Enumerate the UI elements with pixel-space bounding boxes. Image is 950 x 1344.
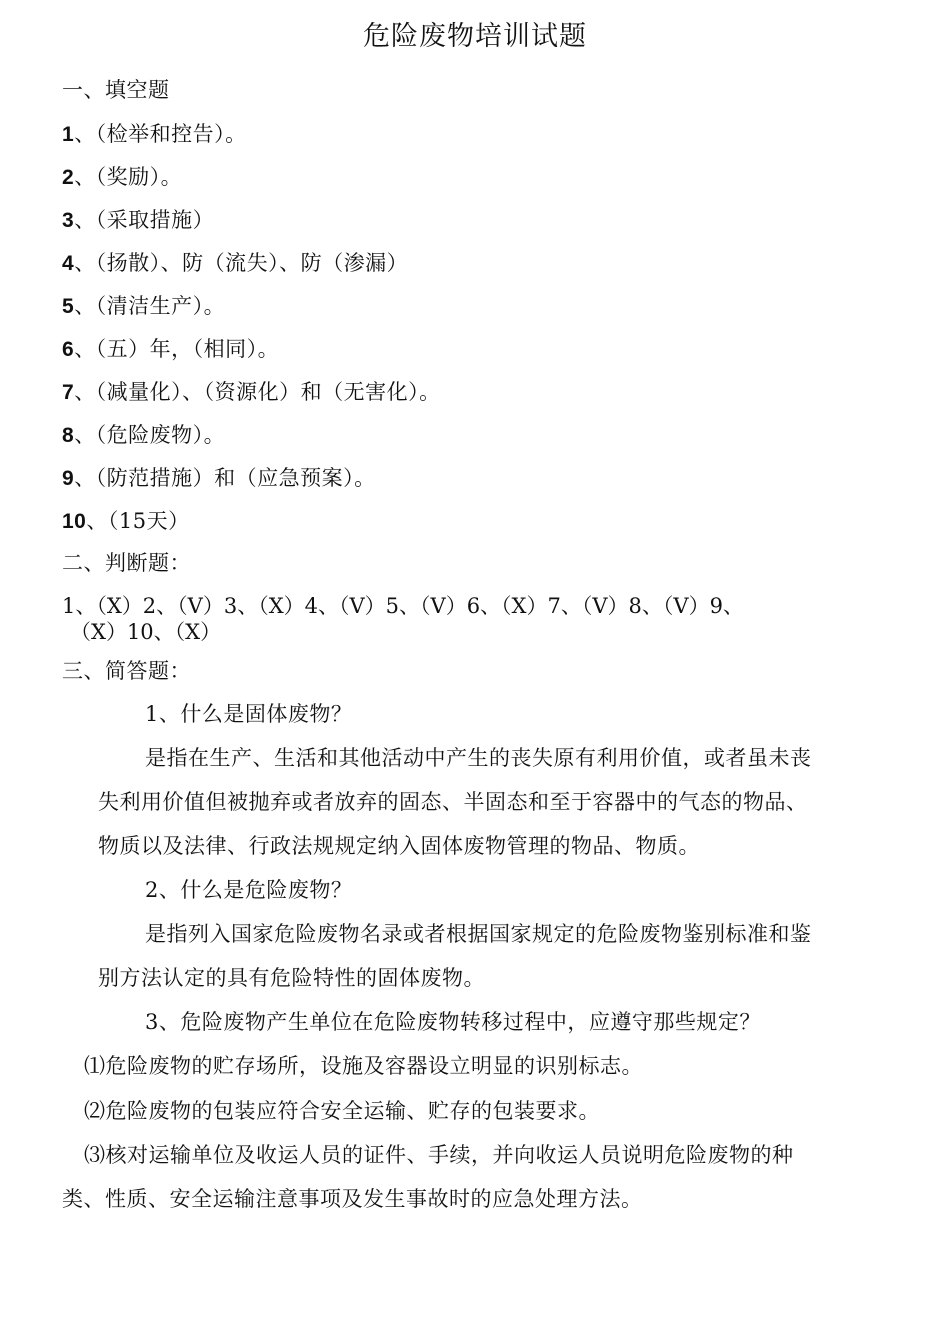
true-false-answers-line-2: （X）10、（X） (70, 620, 222, 644)
answer-3-point-1: ⑴危险废物的贮存场所，设施及容器设立明显的识别标志。 (84, 1054, 643, 1078)
true-false-answers-line-1: 1、（X）2、（V）3、（X）4、（V）5、（V）6、（X）7、（V）8、（V）9、 (62, 594, 744, 618)
fill-answer-9 (62, 462, 376, 492)
question-2: 2、什么是危险废物？ (145, 878, 353, 902)
answer-1-line-2: 失利用价值但被抛弃或者放弃的固态、半固态和至于容器中的气态的物品、 (98, 790, 808, 814)
question-1: 1、什么是固体废物？ (145, 702, 353, 726)
item-number: 5 (62, 295, 75, 318)
document-title: 危险废物培训试题 (363, 21, 587, 52)
fill-answer-4 (62, 247, 408, 277)
answer-2-line-1: 是指列入国家危险废物名录或者根据国家规定的危险废物鉴别标准和鉴 (145, 922, 812, 946)
answer-3-point-2: ⑵危险废物的包装应符合安全运输、贮存的包装要求。 (84, 1099, 600, 1123)
item-text: 、（检举和控告）。 (74, 122, 247, 146)
item-text: 、（危险废物）。 (74, 423, 226, 447)
item-number: 6 (62, 338, 75, 361)
fill-answer-7 (62, 376, 441, 406)
item-text: 、（15天） (86, 509, 190, 533)
section-heading-fill-in: 一、填空题 (62, 78, 170, 102)
fill-answer-10 (62, 505, 190, 535)
item-number: 8 (62, 424, 75, 447)
item-number: 3 (62, 209, 75, 232)
item-text: 、（减量化）、（资源化）和（无害化）。 (74, 380, 441, 404)
item-text: 、（扬散）、防（流失）、防（渗漏） (74, 251, 409, 275)
item-text: 、（清洁生产）。 (74, 294, 226, 318)
item-text: 、（防范措施）和（应急预案）。 (74, 466, 376, 490)
item-number: 1 (62, 123, 75, 146)
fill-answer-8 (62, 419, 225, 449)
section-heading-short-answer: 三、简答题： (62, 659, 191, 683)
answer-3-point-3-line-2: 类、性质、安全运输注意事项及发生事故时的应急处理方法。 (62, 1187, 643, 1211)
item-number: 7 (62, 381, 75, 404)
fill-answer-2 (62, 161, 182, 191)
item-number: 4 (62, 252, 75, 275)
question-3: 3、危险废物产生单位在危险废物转移过程中，应遵守那些规定？ (145, 1010, 761, 1034)
item-number: 9 (62, 467, 75, 490)
answer-1-line-3: 物质以及法律、行政法规规定纳入固体废物管理的物品、物质。 (98, 834, 700, 858)
item-text: 、（奖励）。 (74, 165, 183, 189)
item-number: 2 (62, 166, 75, 189)
answer-2-line-2: 别方法认定的具有危险特性的固体废物。 (98, 966, 485, 990)
item-number: 10 (62, 510, 87, 533)
answer-3-point-3-line-1: ⑶核对运输单位及收运人员的证件、手续，并向收运人员说明危险废物的种 (84, 1143, 794, 1167)
item-text: 、（五）年，（相同）。 (74, 337, 280, 361)
item-text: 、（采取措施） (74, 208, 215, 232)
fill-answer-3 (62, 204, 214, 234)
section-heading-true-false: 二、判断题： (62, 551, 191, 575)
answer-1-line-1: 是指在生产、生活和其他活动中产生的丧失原有利用价值，或者虽未丧 (145, 746, 812, 770)
fill-answer-1 (62, 118, 247, 148)
fill-answer-5 (62, 290, 225, 320)
fill-answer-6 (62, 333, 279, 363)
